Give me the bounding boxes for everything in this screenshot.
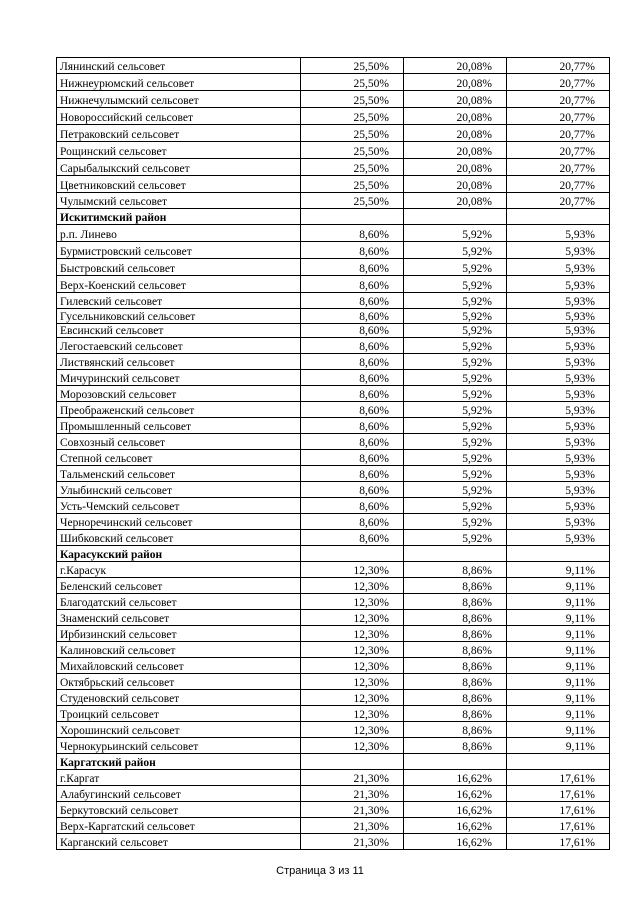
value-cell-3: 5,93% [507,259,610,276]
value-cell-1: 12,30% [301,706,404,722]
settlement-name-cell: Студеновский сельсовет [57,690,301,706]
district-row [57,546,610,562]
value-cell-3: 9,11% [507,610,610,626]
settlement-name-cell: Нижнечулымский сельсовет [57,91,301,108]
value-cell-2: 5,92% [404,293,507,309]
value-cell-1: 8,60% [301,466,404,482]
value-cell-1: 21,30% [301,834,404,850]
value-cell-3: 9,11% [507,706,610,722]
value-cell-3 [507,754,610,770]
settlement-name-cell: Карганский сельсовет [57,834,301,850]
table-row [57,324,610,338]
table-row [57,418,610,434]
table-row [57,276,610,293]
value-cell-1: 21,30% [301,770,404,786]
value-cell-1: 25,50% [301,159,404,176]
value-cell-2: 8,86% [404,658,507,674]
value-cell-3 [507,209,610,225]
value-cell-1: 12,30% [301,738,404,754]
value-cell-3: 5,93% [507,276,610,293]
rates-table-body [57,58,610,850]
settlement-name-cell: Благодатский сельсовет [57,594,301,610]
settlement-name-cell: Знаменский сельсовет [57,610,301,626]
table-row [57,142,610,159]
value-cell-1: 25,50% [301,142,404,159]
value-cell-1: 8,60% [301,514,404,530]
value-cell-3: 5,93% [507,242,610,259]
value-cell-3: 5,93% [507,482,610,498]
value-cell-1 [301,754,404,770]
value-cell-1: 8,60% [301,498,404,514]
value-cell-3: 5,93% [507,225,610,242]
value-cell-3: 20,77% [507,58,610,74]
value-cell-2 [404,546,507,562]
table-row [57,738,610,754]
value-cell-2: 5,92% [404,530,507,546]
value-cell-1: 8,60% [301,242,404,259]
value-cell-1: 12,30% [301,594,404,610]
table-row [57,176,610,193]
value-cell-2: 5,92% [404,354,507,370]
value-cell-2: 5,92% [404,466,507,482]
settlement-name-cell: Евсинский сельсовет [57,324,301,338]
value-cell-3: 20,77% [507,108,610,125]
value-cell-2: 8,86% [404,642,507,658]
table-row [57,786,610,802]
settlement-name-cell: Новороссийский сельсовет [57,108,301,125]
settlement-name-cell: Беркутовский сельсовет [57,802,301,818]
value-cell-3: 20,77% [507,193,610,209]
value-cell-2: 5,92% [404,259,507,276]
table-row [57,674,610,690]
value-cell-1: 25,50% [301,176,404,193]
value-cell-3: 5,93% [507,370,610,386]
value-cell-3: 5,93% [507,402,610,418]
settlement-name-cell: р.п. Линево [57,225,301,242]
value-cell-1: 8,60% [301,418,404,434]
settlement-name-cell: Тальменский сельсовет [57,466,301,482]
value-cell-3: 5,93% [507,324,610,338]
table-row [57,259,610,276]
settlement-name-cell: Михайловский сельсовет [57,658,301,674]
settlement-name-cell: Нижнеурюмский сельсовет [57,74,301,91]
value-cell-1: 21,30% [301,786,404,802]
value-cell-1: 12,30% [301,562,404,578]
value-cell-1: 25,50% [301,74,404,91]
settlement-name-cell: Морозовский сельсовет [57,386,301,402]
value-cell-1: 8,60% [301,354,404,370]
value-cell-3: 9,11% [507,594,610,610]
settlement-name-cell: Легостаевский сельсовет [57,338,301,354]
value-cell-2: 5,92% [404,242,507,259]
value-cell-1: 8,60% [301,386,404,402]
value-cell-2: 5,92% [404,338,507,354]
value-cell-2: 16,62% [404,834,507,850]
settlement-name-cell: Листвянский сельсовет [57,354,301,370]
value-cell-3: 5,93% [507,498,610,514]
table-row [57,354,610,370]
table-row [57,658,610,674]
rates-table [56,57,610,850]
table-row [57,450,610,466]
value-cell-2: 8,86% [404,610,507,626]
table-row [57,402,610,418]
table-row [57,91,610,108]
table-row [57,434,610,450]
table-row [57,242,610,259]
value-cell-3: 5,93% [507,293,610,309]
settlement-name-cell: Чулымский сельсовет [57,193,301,209]
value-cell-3: 17,61% [507,786,610,802]
value-cell-1: 25,50% [301,58,404,74]
value-cell-1: 8,60% [301,259,404,276]
settlement-name-cell: Гусельниковский сельсовет [57,309,301,324]
value-cell-1: 25,50% [301,108,404,125]
settlement-name-cell: Лянинский сельсовет [57,58,301,74]
settlement-name-cell: Быстровский сельсовет [57,259,301,276]
value-cell-1: 21,30% [301,818,404,834]
value-cell-2: 20,08% [404,91,507,108]
value-cell-3: 5,93% [507,466,610,482]
value-cell-2: 5,92% [404,276,507,293]
table-row [57,562,610,578]
table-row [57,802,610,818]
table-row [57,530,610,546]
value-cell-2: 20,08% [404,58,507,74]
settlement-name-cell: г.Карасук [57,562,301,578]
settlement-name-cell: Сарыбалыкский сельсовет [57,159,301,176]
value-cell-2: 5,92% [404,418,507,434]
settlement-name-cell: Степной сельсовет [57,450,301,466]
value-cell-3: 20,77% [507,91,610,108]
district-name-cell: Каргатский район [57,754,301,770]
value-cell-3: 20,77% [507,74,610,91]
settlement-name-cell: Ирбизинский сельсовет [57,626,301,642]
value-cell-1: 12,30% [301,642,404,658]
settlement-name-cell: Верх-Каргатский сельсовет [57,818,301,834]
value-cell-3: 17,61% [507,770,610,786]
value-cell-3: 17,61% [507,802,610,818]
value-cell-1: 12,30% [301,610,404,626]
value-cell-3: 9,11% [507,738,610,754]
value-cell-3: 9,11% [507,562,610,578]
value-cell-2: 20,08% [404,142,507,159]
table-row [57,690,610,706]
table-row [57,370,610,386]
value-cell-2: 5,92% [404,482,507,498]
value-cell-1 [301,546,404,562]
value-cell-2 [404,209,507,225]
value-cell-3: 9,11% [507,642,610,658]
value-cell-2: 20,08% [404,193,507,209]
value-cell-1: 8,60% [301,370,404,386]
value-cell-2: 8,86% [404,674,507,690]
value-cell-2: 8,86% [404,626,507,642]
value-cell-2 [404,754,507,770]
settlement-name-cell: Беленский сельсовет [57,578,301,594]
value-cell-3: 20,77% [507,125,610,142]
value-cell-1: 8,60% [301,482,404,498]
value-cell-1: 8,60% [301,293,404,309]
value-cell-3: 5,93% [507,309,610,324]
table-row [57,514,610,530]
value-cell-3: 5,93% [507,514,610,530]
value-cell-2: 8,86% [404,594,507,610]
settlement-name-cell: Октябрьский сельсовет [57,674,301,690]
value-cell-2: 8,86% [404,690,507,706]
value-cell-1: 8,60% [301,309,404,324]
value-cell-3: 17,61% [507,818,610,834]
table-row [57,466,610,482]
table-row [57,594,610,610]
table-row [57,578,610,594]
table-row [57,386,610,402]
table-row [57,642,610,658]
table-row [57,498,610,514]
settlement-name-cell: Алабугинский сельсовет [57,786,301,802]
table-row [57,770,610,786]
value-cell-2: 8,86% [404,738,507,754]
settlement-name-cell: Усть-Чемский сельсовет [57,498,301,514]
value-cell-1: 25,50% [301,193,404,209]
value-cell-2: 8,86% [404,578,507,594]
value-cell-2: 5,92% [404,434,507,450]
district-row [57,209,610,225]
value-cell-3: 20,77% [507,159,610,176]
table-row [57,482,610,498]
value-cell-3: 9,11% [507,658,610,674]
value-cell-1: 8,60% [301,402,404,418]
value-cell-2: 8,86% [404,562,507,578]
value-cell-3: 5,93% [507,450,610,466]
value-cell-2: 20,08% [404,159,507,176]
value-cell-2: 16,62% [404,818,507,834]
value-cell-2: 5,92% [404,450,507,466]
settlement-name-cell: Петраковский сельсовет [57,125,301,142]
value-cell-1: 25,50% [301,125,404,142]
table-row [57,834,610,850]
value-cell-2: 5,92% [404,309,507,324]
settlement-name-cell: Рощинский сельсовет [57,142,301,159]
value-cell-2: 20,08% [404,108,507,125]
value-cell-3 [507,546,610,562]
value-cell-1: 12,30% [301,690,404,706]
table-row [57,74,610,91]
settlement-name-cell: Хорошинский сельсовет [57,722,301,738]
value-cell-2: 5,92% [404,324,507,338]
value-cell-3: 17,61% [507,834,610,850]
table-row [57,706,610,722]
settlement-name-cell: Шибковский сельсовет [57,530,301,546]
table-row [57,722,610,738]
value-cell-3: 5,93% [507,418,610,434]
value-cell-2: 8,86% [404,706,507,722]
table-row [57,159,610,176]
value-cell-1: 12,30% [301,578,404,594]
value-cell-2: 20,08% [404,176,507,193]
table-row [57,338,610,354]
value-cell-1: 12,30% [301,658,404,674]
value-cell-3: 5,93% [507,530,610,546]
value-cell-3: 9,11% [507,722,610,738]
value-cell-2: 8,86% [404,722,507,738]
value-cell-1: 8,60% [301,434,404,450]
settlement-name-cell: Чернокурьинский сельсовет [57,738,301,754]
value-cell-1: 12,30% [301,674,404,690]
settlement-name-cell: Верх-Коенский сельсовет [57,276,301,293]
value-cell-1: 8,60% [301,225,404,242]
value-cell-1: 21,30% [301,802,404,818]
settlement-name-cell: Троицкий сельсовет [57,706,301,722]
value-cell-2: 20,08% [404,74,507,91]
value-cell-3: 5,93% [507,386,610,402]
value-cell-1: 8,60% [301,530,404,546]
settlement-name-cell: Бурмистровский сельсовет [57,242,301,259]
value-cell-1: 8,60% [301,324,404,338]
value-cell-2: 5,92% [404,225,507,242]
value-cell-1: 8,60% [301,276,404,293]
table-row [57,626,610,642]
table-row [57,610,610,626]
settlement-name-cell: Гилевский сельсовет [57,293,301,309]
value-cell-2: 16,62% [404,770,507,786]
settlement-name-cell: Мичуринский сельсовет [57,370,301,386]
value-cell-3: 9,11% [507,578,610,594]
table-row [57,58,610,74]
table-row [57,125,610,142]
value-cell-3: 5,93% [507,338,610,354]
value-cell-1: 12,30% [301,722,404,738]
value-cell-3: 5,93% [507,354,610,370]
district-name-cell: Карасукский район [57,546,301,562]
settlement-name-cell: Калиновский сельсовет [57,642,301,658]
table-row [57,818,610,834]
value-cell-3: 9,11% [507,674,610,690]
settlement-name-cell: Совхозный сельсовет [57,434,301,450]
value-cell-2: 5,92% [404,498,507,514]
value-cell-3: 9,11% [507,626,610,642]
value-cell-1: 12,30% [301,626,404,642]
value-cell-2: 20,08% [404,125,507,142]
settlement-name-cell: Черноречинский сельсовет [57,514,301,530]
value-cell-3: 20,77% [507,176,610,193]
value-cell-2: 5,92% [404,402,507,418]
value-cell-2: 5,92% [404,386,507,402]
value-cell-1: 8,60% [301,338,404,354]
value-cell-1: 8,60% [301,450,404,466]
settlement-name-cell: г.Каргат [57,770,301,786]
value-cell-3: 9,11% [507,690,610,706]
settlement-name-cell: Улыбинский сельсовет [57,482,301,498]
value-cell-1 [301,209,404,225]
district-row [57,754,610,770]
settlement-name-cell: Преображенский сельсовет [57,402,301,418]
settlement-name-cell: Промышленный сельсовет [57,418,301,434]
settlement-name-cell: Цветниковский сельсовет [57,176,301,193]
value-cell-2: 5,92% [404,370,507,386]
table-row [57,108,610,125]
value-cell-1: 25,50% [301,91,404,108]
value-cell-3: 5,93% [507,434,610,450]
table-row [57,293,610,309]
table-row [57,193,610,209]
table-row [57,309,610,324]
page-footer: Страница 3 из 11 [276,865,364,877]
table-row [57,225,610,242]
value-cell-2: 5,92% [404,514,507,530]
value-cell-3: 20,77% [507,142,610,159]
value-cell-2: 16,62% [404,802,507,818]
value-cell-2: 16,62% [404,786,507,802]
district-name-cell: Искитимский район [57,209,301,225]
